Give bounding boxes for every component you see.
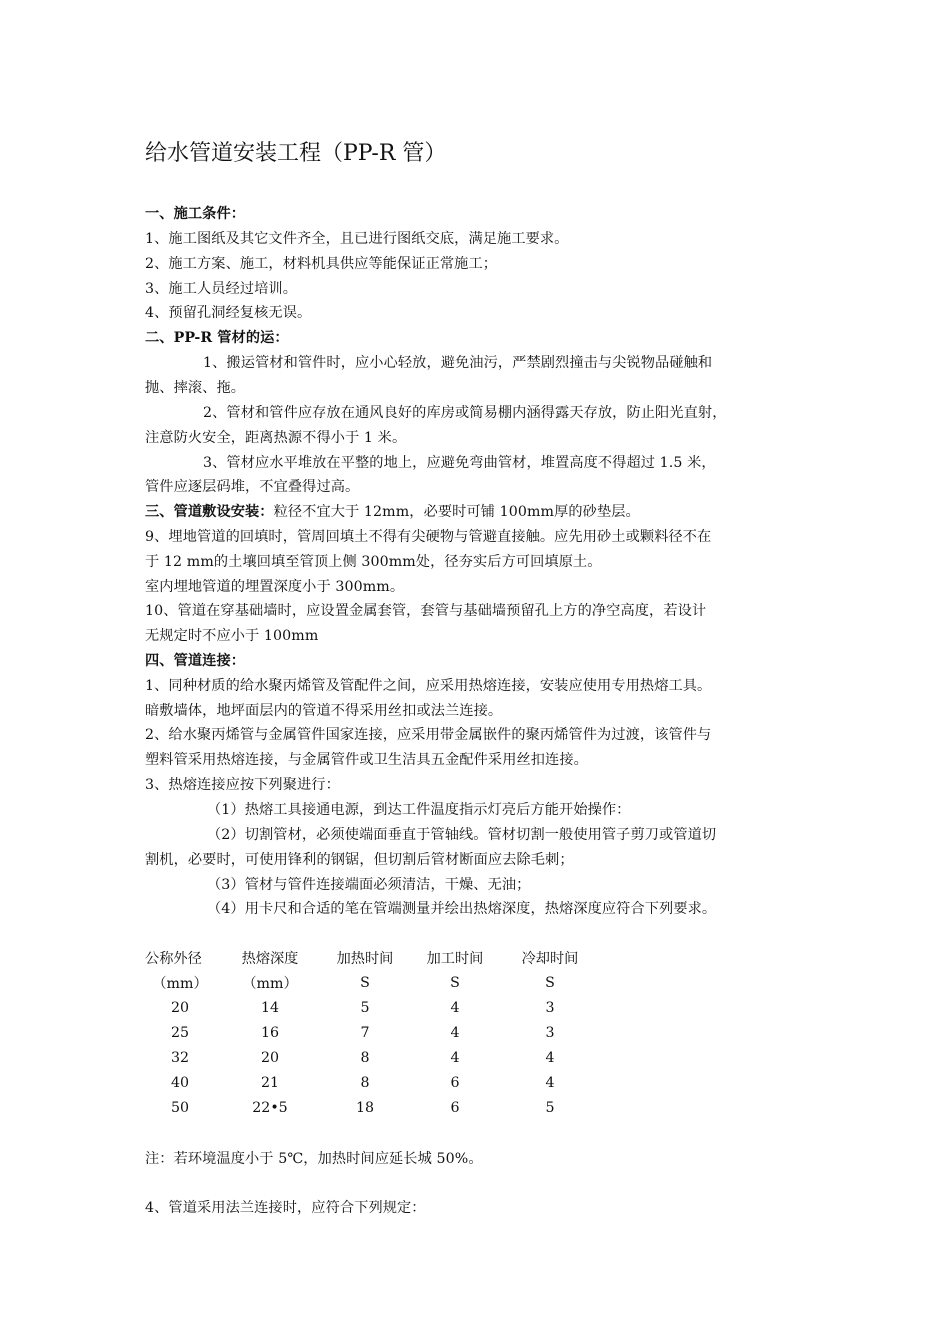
table-cell: 50 [170,1099,190,1116]
paragraph-line: 2、给水聚丙烯管与金属管件国家连接，应采用带金属嵌件的聚丙烯管件为过渡，该管件与 [145,727,712,743]
paragraph-line: 抛、摔滚、拖。 [145,380,246,396]
paragraph-line: 3、热熔连接应按下列聚进行： [145,777,340,793]
section-3-heading-rest: 粒径不宜大于 12mm，必要时可铺 100mm厚的砂垫层。 [273,504,640,520]
section-1-item: 3、施工人员经过培训。 [145,281,298,297]
paragraph-line: 室内埋地管道的埋置深度小于 300mm。 [145,579,405,595]
paragraph-line: 1、同种材质的给水聚丙烯管及管配件之间，应采用热熔连接，安装应使用专用热熔工具。 [145,678,712,694]
table-cell: 25 [170,1024,190,1041]
paragraph-line: 注意防火安全，距离热源不得小于 1 米。 [145,430,407,446]
section-3-heading: 三、管道敷设安装： [145,504,274,520]
section-1-item: 2、施工方案、施工，材料机具供应等能保证正常施工； [145,256,498,272]
table-unit: （mm） [152,975,208,992]
table-row [145,995,595,1020]
table-row [145,1020,595,1045]
fusion-parameters-table [145,945,595,1120]
paragraph-line: 塑料管采用热熔连接，与金属管件或卫生洁具五金配件采用丝扣连接。 [145,752,588,768]
table-cell: 32 [170,1049,190,1066]
table-unit: （mm） [242,975,298,992]
table-unit: S [545,974,555,991]
step-line: （4）用卡尺和合适的笔在管端测量并绘出热熔深度，热熔深度应符合下列要求。 [207,901,717,917]
section-1-heading: 一、施工条件： [145,206,246,222]
paragraph-line: 管件应逐层码堆，不宜叠得过高。 [145,479,360,495]
paragraph-line: 2、管材和管件应存放在通风良好的库房或简易棚内涵得露天存放，防止阳光直射， [203,405,727,421]
table-units-row [145,970,595,995]
table-unit: S [450,974,460,991]
table-cell: 6 [450,1099,460,1116]
paragraph-line: 无规定时不应小于 100mm [145,628,319,644]
table-header: 冷却时间 [521,950,579,967]
section-1-item: 1、施工图纸及其它文件齐全，且已进行图纸交底，满足施工要求。 [145,231,569,247]
table-cell: 4 [450,1049,460,1066]
table-header: 加热时间 [336,950,394,967]
section-4-heading: 四、管道连接： [145,653,246,669]
table-header-row [145,945,595,970]
table-cell: 3 [545,1024,555,1041]
section-3-line [145,502,640,522]
step-line: （3）管材与管件连接端面必须清洁，干燥、无油； [207,877,531,893]
table-unit: S [360,974,370,991]
table-row [145,1045,595,1070]
paragraph-line: 3、管材应水平堆放在平整的地上，应避免弯曲管材，堆置高度不得超过 1.5 米， [203,455,716,471]
table-cell: 16 [260,1024,280,1041]
paragraph-line: 9、埋地管道的回填时，管周回填土不得有尖硬物与管避直接触。应先用砂土或颗料径不在 [145,529,712,545]
table-cell: 14 [260,999,280,1016]
table-cell: 21 [260,1074,280,1091]
section-1-item: 4、预留孔洞经复核无误。 [145,305,312,321]
step-line: 割机，必要时，可使用锋利的钢锯，但切割后管材断面应去除毛刺； [145,852,574,868]
table-cell: 4 [545,1074,555,1091]
table-header: 热熔深度 [241,950,299,967]
table-row [145,1070,595,1095]
table-header: 公称外径 [145,950,202,967]
table-cell: 40 [170,1074,190,1091]
paragraph-line: 暗敷墙体，地坪面层内的管道不得采用丝扣或法兰连接。 [145,703,503,719]
table-note: 注：若环境温度小于 5℃，加热时间应延长城 50%。 [145,1151,483,1167]
table-cell: 4 [450,1024,460,1041]
table-cell: 7 [360,1024,370,1041]
table-cell: 5 [360,999,370,1016]
table-cell: 8 [360,1049,370,1066]
step-line: （2）切割管材，必须使端面垂直于管轴线。管材切割一般使用管子剪刀或管道切 [207,827,717,843]
section-2-heading: 二、PP-R 管材的运： [145,330,289,346]
table-cell: 5 [545,1099,555,1116]
paragraph-line: 1、搬运管材和管件时，应小心轻放，避免油污，严禁剧烈撞击与尖锐物品碰触和 [203,355,713,371]
table-cell: 18 [355,1099,375,1116]
paragraph-line: 于 12 mm的土壤回填至管顶上侧 300mm处，径夯实后方可回填原土。 [145,554,602,570]
table-cell: 8 [360,1074,370,1091]
table-cell: 20 [170,999,190,1016]
table-cell: 20 [260,1049,280,1066]
table-row [145,1095,595,1120]
document-title: 给水管道安装工程（PP-R 管） [145,141,447,166]
paragraph-line: 10、管道在穿基础墙时，应设置金属套管，套管与基础墙预留孔上方的净空高度，若设计 [145,603,707,619]
table-cell: 22•5 [252,1099,288,1116]
table-cell: 4 [450,999,460,1016]
table-header: 加工时间 [426,950,484,967]
table-cell: 3 [545,999,555,1016]
paragraph-line: 4、管道采用法兰连接时，应符合下列规定： [145,1200,426,1216]
table-cell: 4 [545,1049,555,1066]
step-line: （1）热熔工具接通电源，到达工件温度指示灯亮后方能开始操作： [207,802,631,818]
table-cell: 6 [450,1074,460,1091]
